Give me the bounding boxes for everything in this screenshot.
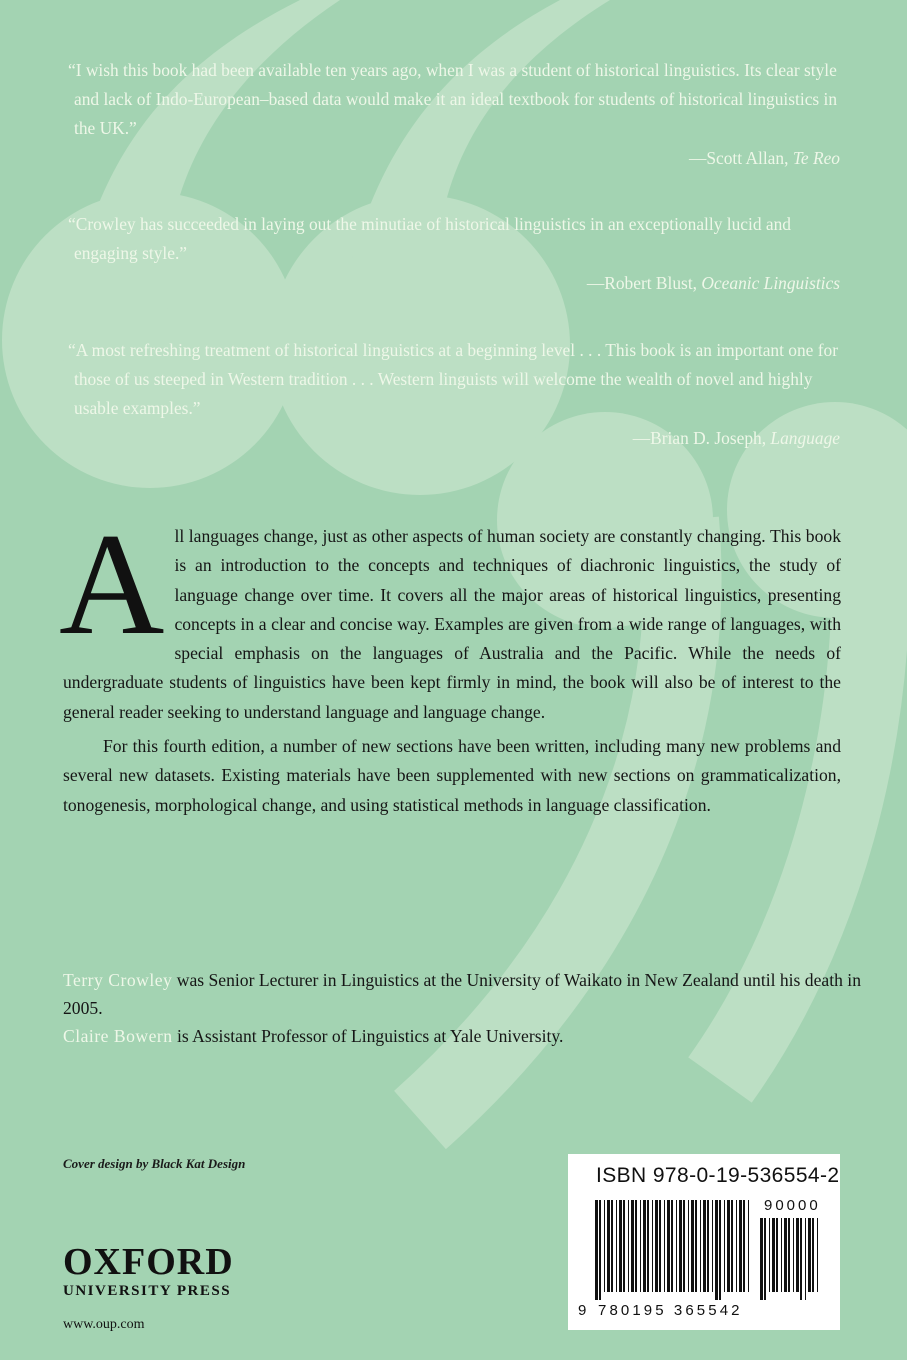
attribution-name: —Scott Allan, [688,148,789,168]
author-bio-text: was Senior Lecturer in Linguistics at the University of Waikato in New Zealand until his death in 2005. [63,970,861,1018]
barcode-bar [812,1218,814,1292]
author-bio-2 [63,1022,863,1050]
barcode-bar [808,1218,811,1292]
attribution-name: —Brian D. Joseph, [632,428,767,448]
barcode-bar [712,1200,713,1292]
barcode-bar [659,1200,661,1292]
review-quote-3 [62,336,840,451]
barcode-bar [695,1200,697,1292]
barcode-bar [800,1218,802,1300]
barcode-bar [655,1200,658,1292]
quote-attribution [62,425,840,451]
isbn-label: ISBN 978-0-19-536554-2 [596,1164,840,1187]
attribution-source: Oceanic Linguistics [701,273,840,293]
description-paragraph-1 [59,503,841,727]
barcode-bar [817,1218,818,1292]
barcode-bar [715,1200,718,1300]
barcode-bar [760,1218,763,1300]
barcode-bar [628,1200,629,1292]
paragraph-1-text: ll languages change, just as other aspects of human society are constantly changing. This book is an introduction to the concepts and techniques of diachronic linguistics, the study of language change over time. It covers all the major areas of historical linguistics, presenting concepts in a clear and concise way. Examples are given from a wide range of languages, with special emphasis on the languages of Australia and the Pacific. While the needs of undergraduate students of linguistics have been kept firmly in mind, the book will also be of interest to the general reader seeking to understand language and language change. [63,526,841,722]
barcode-bar [793,1218,794,1292]
attribution-name: —Robert Blust, [586,273,698,293]
barcode-bar [671,1200,673,1292]
author-bio-text: is Assistant Professor of Linguistics at Yale University. [172,1026,564,1046]
attribution-source: Language [770,428,840,448]
barcode-bar [595,1200,598,1300]
barcode-bar [688,1200,689,1292]
drop-cap: A [59,503,165,665]
barcode-bar [743,1200,745,1292]
author-bios [63,966,863,1050]
barcode-bar [707,1200,709,1292]
barcode-bar [784,1218,787,1292]
author-name: Terry Crowley [63,970,173,990]
quote-text: “I wish this book had been available ten years ago, when I was a student of historical linguistics. Its clear style and lack of Indo-European–based data would make it an ideal textbook for students of historical linguistics in the UK.” [68,60,838,138]
review-quote-2 [62,210,840,296]
barcode-addon [758,1218,820,1300]
barcode-bar [611,1200,613,1292]
barcode-bar [679,1200,682,1292]
barcode-bar [676,1200,677,1292]
barcode-bar [691,1200,694,1292]
barcode-bar [769,1218,770,1292]
barcode-bar [731,1200,733,1292]
barcode-bar [619,1200,622,1292]
barcode-bar [703,1200,706,1292]
description-paragraph-2: For this fourth edition, a number of new sections have been written, including many new problems and several new datasets. Existing materials have been supplemented with new sections on grammaticalization, tonogenesis, morphological change, and using statistical methods in language classification. [63,736,841,815]
quote-attribution [62,145,840,171]
barcode-bar [604,1200,605,1292]
barcode-bar [724,1200,725,1292]
book-description [59,503,841,820]
publisher-name: OXFORD [63,1241,234,1283]
barcode-bar [796,1218,799,1292]
barcode-bar [640,1200,641,1292]
barcode-bar [599,1200,601,1300]
barcode-bar [781,1218,782,1292]
barcode-bar [616,1200,617,1292]
cover-design-credit: Cover design by Black Kat Design [63,1156,246,1171]
isbn-barcode-box [568,1154,840,1330]
barcode-addon-digits: 90000 [764,1197,821,1214]
barcode-bar [667,1200,670,1292]
barcode-bar [623,1200,625,1292]
barcode-first-digit: 9 [578,1302,589,1319]
barcode-bar [700,1200,701,1292]
author-bio-1 [63,966,863,1022]
barcode-bar [647,1200,649,1292]
barcode-bar [788,1218,790,1292]
barcode-bar [631,1200,634,1292]
quote-text: “A most refreshing treatment of historical linguistics at a beginning level . . . This book is an important one for those of us steeped in Western tradition . . . Western linguists will welcome the wealth of novel and highly usable examples.” [68,340,839,418]
barcode-bar [652,1200,653,1292]
publisher-subname: UNIVERSITY PRESS [63,1283,232,1299]
attribution-source: Te Reo [792,148,840,168]
barcode-bar [683,1200,685,1292]
barcode-bar [635,1200,637,1292]
review-quote-1 [62,56,840,171]
barcode-bar [607,1200,610,1292]
barcode-bar [739,1200,742,1292]
author-name: Claire Bowern [63,1026,173,1046]
barcode-digits: 780195 365542 [598,1302,743,1319]
barcode-bar [736,1200,737,1292]
barcode-bar [664,1200,665,1292]
publisher-logo [63,1242,234,1333]
barcode-bar [764,1218,766,1300]
barcode-bar [643,1200,646,1292]
barcode-bar [772,1218,775,1292]
barcode-bar [776,1218,778,1292]
barcode-ean13 [593,1200,751,1300]
barcode-bar [719,1200,721,1300]
quote-attribution [62,270,840,296]
barcode-bar [748,1200,749,1292]
quote-text: “Crowley has succeeded in laying out the minutiae of historical linguistics in an exceptionally lucid and engaging style.” [68,214,791,263]
barcode-bar [727,1200,730,1292]
publisher-url: www.oup.com [63,1317,145,1332]
barcode-bar [805,1218,806,1300]
